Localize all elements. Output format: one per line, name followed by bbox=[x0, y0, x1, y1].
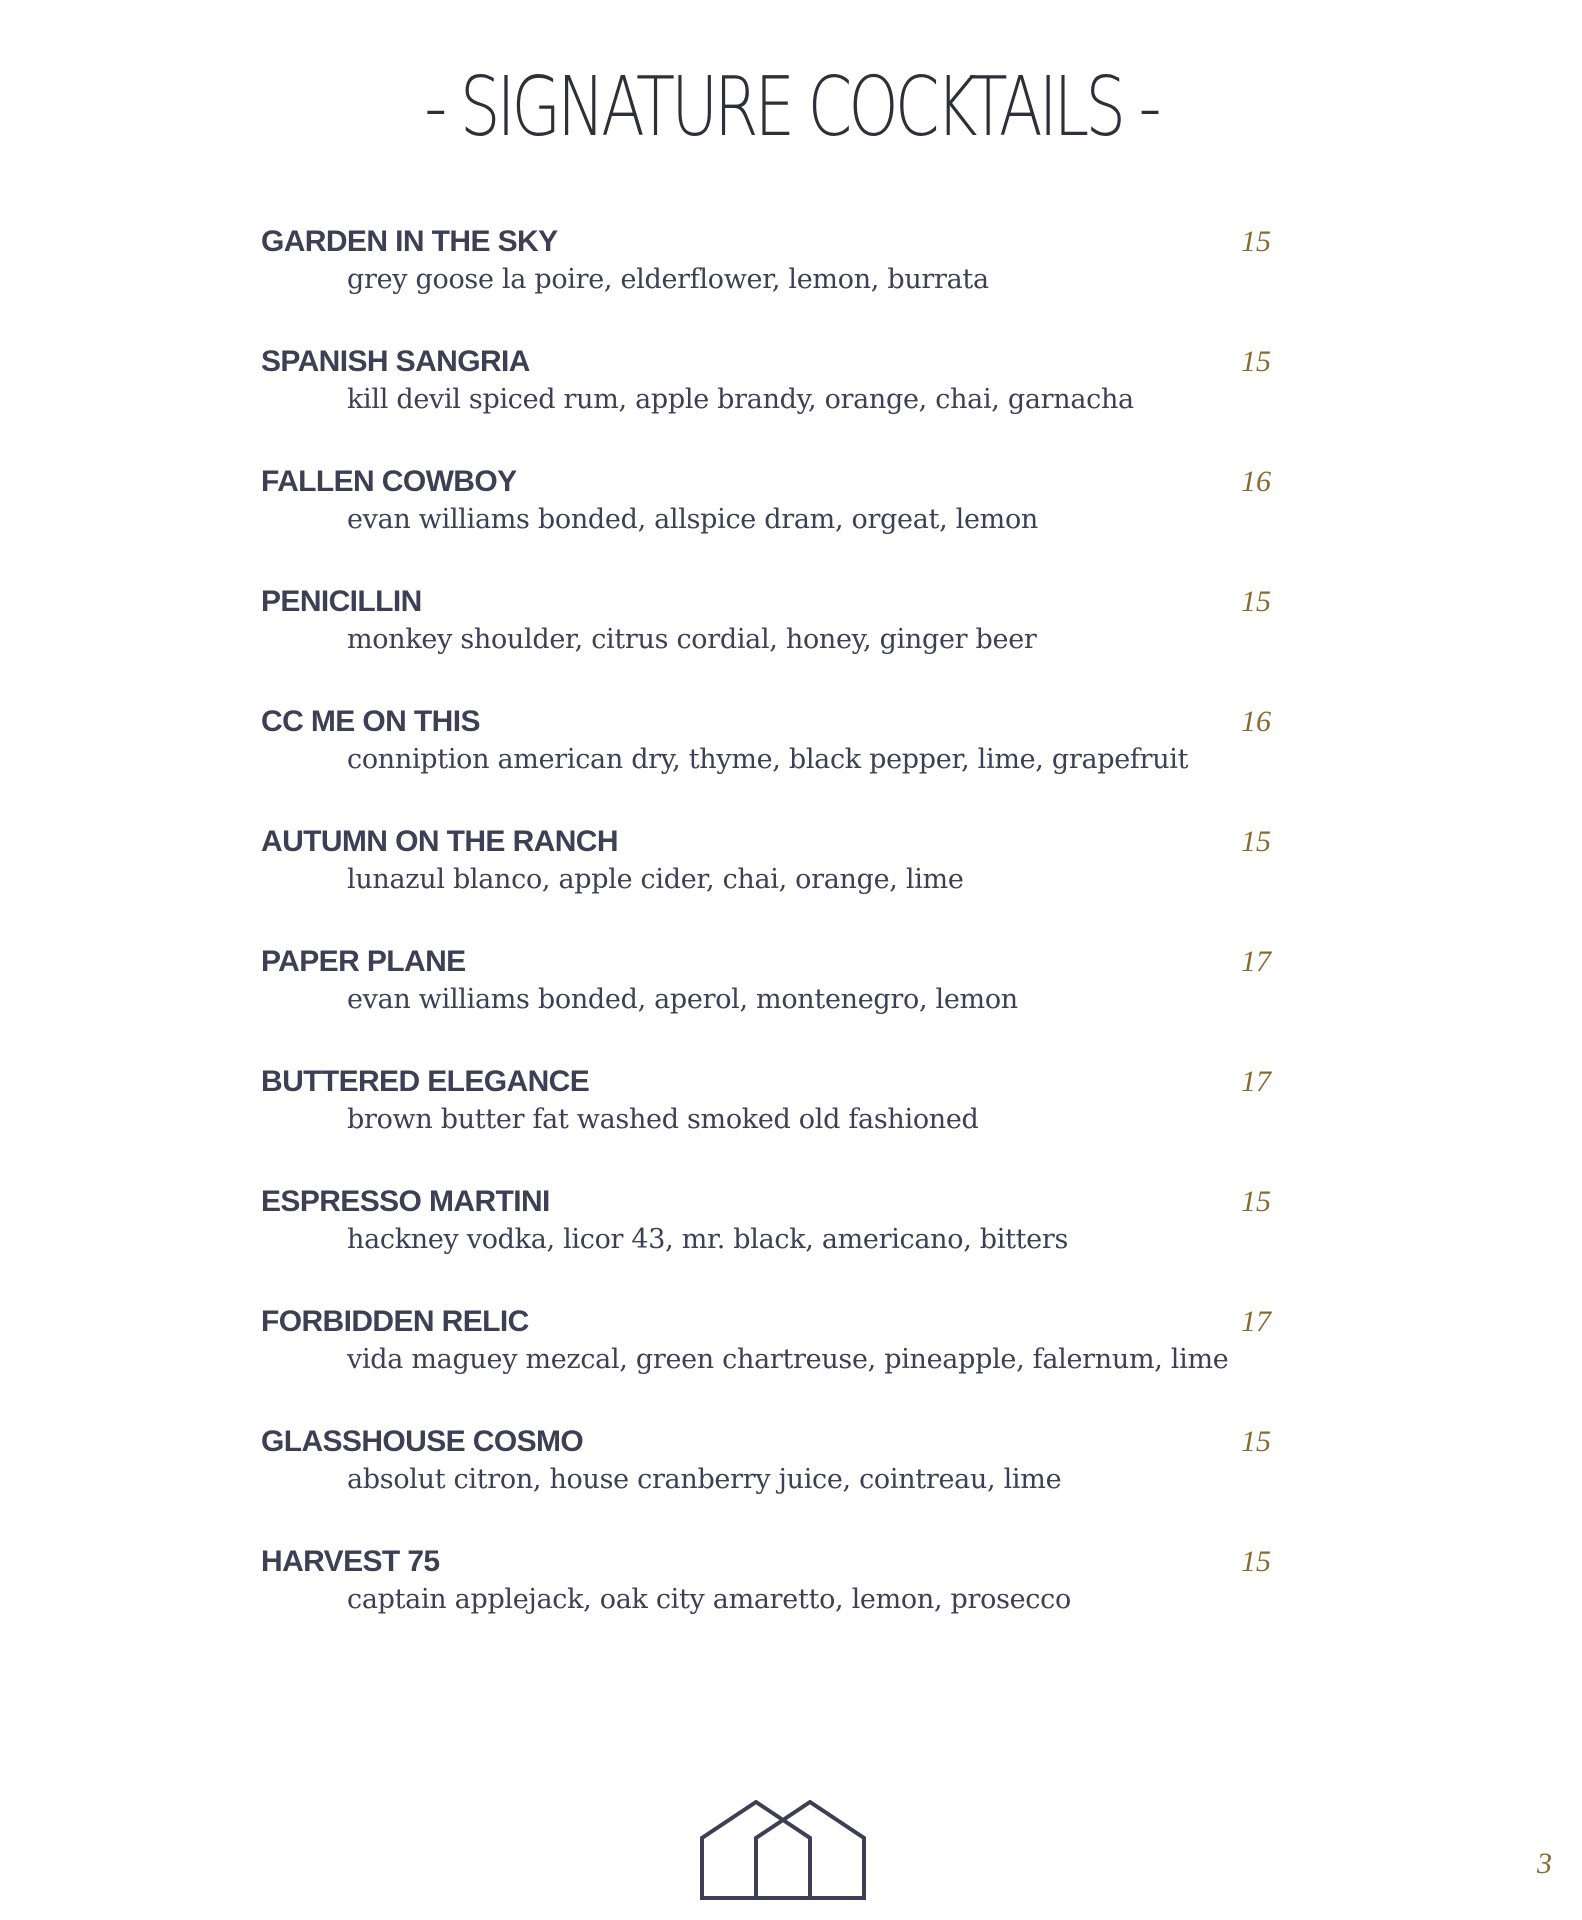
cocktail-price: 15 bbox=[1241, 1545, 1271, 1578]
menu-item bbox=[261, 222, 1323, 342]
cocktail-description: conniption american dry, thyme, black pepper, lime, grapefruit bbox=[347, 744, 1189, 775]
cocktail-price: 17 bbox=[1241, 945, 1271, 978]
cocktail-name: FALLEN COWBOY bbox=[261, 465, 517, 498]
cocktail-name: CC ME ON THIS bbox=[261, 705, 480, 738]
cocktail-name: FORBIDDEN RELIC bbox=[261, 1305, 529, 1338]
cocktail-description: captain applejack, oak city amaretto, lemon, prosecco bbox=[347, 1584, 1071, 1615]
menu-item bbox=[261, 942, 1323, 1062]
cocktail-price: 15 bbox=[1241, 1425, 1271, 1458]
cocktail-price: 17 bbox=[1241, 1305, 1271, 1338]
cocktail-description: hackney vodka, licor 43, mr. black, americano, bitters bbox=[347, 1224, 1069, 1255]
cocktail-price: 15 bbox=[1241, 1185, 1271, 1218]
menu-item bbox=[261, 582, 1323, 702]
cocktail-description: evan williams bonded, aperol, montenegro, lemon bbox=[347, 984, 1018, 1015]
menu-item bbox=[261, 822, 1323, 942]
cocktail-description: monkey shoulder, citrus cordial, honey, ginger beer bbox=[347, 624, 1037, 655]
cocktail-description: brown butter fat washed smoked old fashioned bbox=[347, 1104, 979, 1135]
page-title: - SIGNATURE COCKTAILS - bbox=[424, 60, 1158, 155]
cocktail-name: GLASSHOUSE COSMO bbox=[261, 1425, 584, 1458]
cocktail-description: lunazul blanco, apple cider, chai, orange, lime bbox=[347, 864, 964, 895]
cocktail-price: 15 bbox=[1241, 825, 1271, 858]
cocktail-name: SPANISH SANGRIA bbox=[261, 345, 530, 378]
cocktail-description: grey goose la poire, elderflower, lemon, burrata bbox=[347, 264, 989, 295]
menu-item bbox=[261, 1302, 1323, 1422]
cocktail-price: 17 bbox=[1241, 1065, 1271, 1098]
cocktail-description: vida maguey mezcal, green chartreuse, pineapple, falernum, lime bbox=[347, 1344, 1229, 1375]
cocktail-description: kill devil spiced rum, apple brandy, orange, chai, garnacha bbox=[347, 384, 1134, 415]
twin-house-logo-icon bbox=[698, 1800, 874, 1900]
menu-item bbox=[261, 702, 1323, 822]
cocktail-description: evan williams bonded, allspice dram, orgeat, lemon bbox=[347, 504, 1039, 535]
cocktail-name: GARDEN IN THE SKY bbox=[261, 225, 558, 258]
cocktail-price: 16 bbox=[1241, 705, 1271, 738]
cocktail-name: PAPER PLANE bbox=[261, 945, 466, 978]
menu-item bbox=[261, 1542, 1323, 1662]
cocktail-price: 15 bbox=[1241, 345, 1271, 378]
cocktail-description: absolut citron, house cranberry juice, cointreau, lime bbox=[347, 1464, 1062, 1495]
menu-item bbox=[261, 1182, 1323, 1302]
menu-item bbox=[261, 1062, 1323, 1182]
cocktail-menu bbox=[261, 222, 1323, 1662]
cocktail-price: 16 bbox=[1241, 465, 1271, 498]
cocktail-name: AUTUMN ON THE RANCH bbox=[261, 825, 618, 858]
cocktail-name: BUTTERED ELEGANCE bbox=[261, 1065, 590, 1098]
cocktail-name: PENICILLIN bbox=[261, 585, 422, 618]
cocktail-name: ESPRESSO MARTINI bbox=[261, 1185, 550, 1218]
menu-item bbox=[261, 1422, 1323, 1542]
menu-item bbox=[261, 462, 1323, 582]
menu-item bbox=[261, 342, 1323, 462]
cocktail-price: 15 bbox=[1241, 585, 1271, 618]
cocktail-price: 15 bbox=[1241, 225, 1271, 258]
cocktail-name: HARVEST 75 bbox=[261, 1545, 440, 1578]
page-number: 3 bbox=[1537, 1847, 1552, 1880]
